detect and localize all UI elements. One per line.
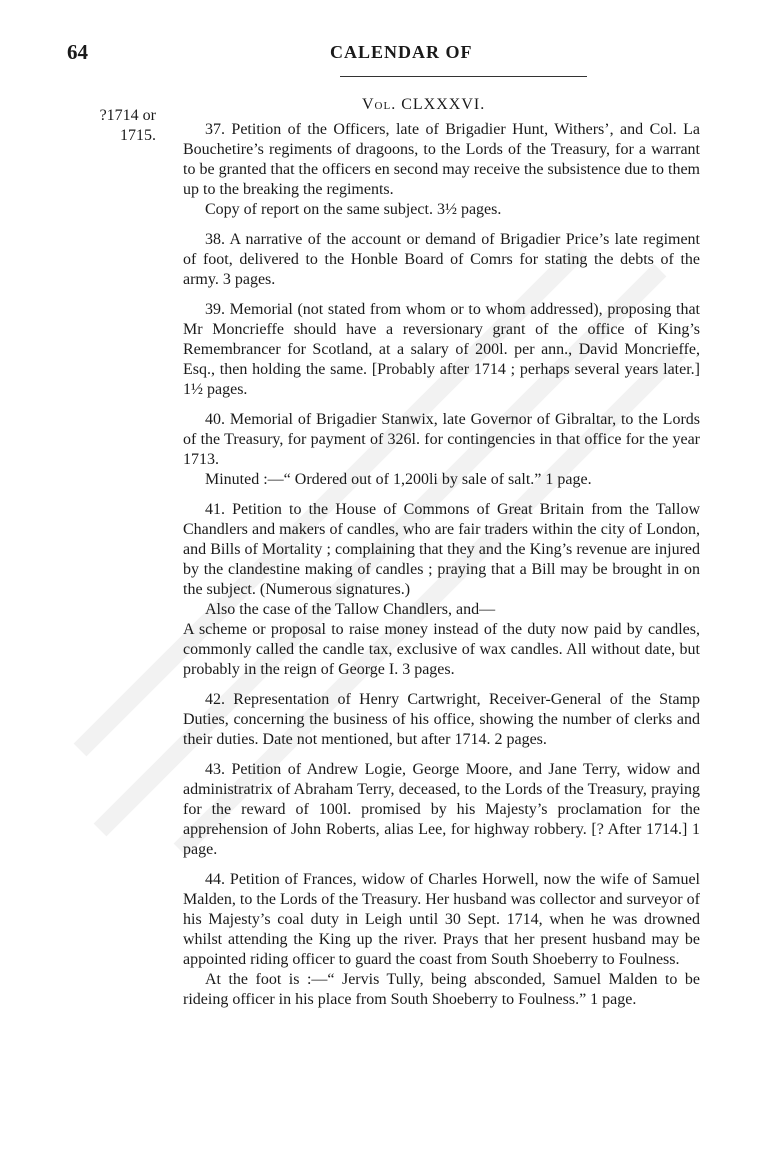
- margin-date-note: [66, 106, 156, 146]
- entry-paragraph: Copy of report on the same subject. 3½ pages.: [205, 201, 502, 218]
- page-header: [0, 40, 768, 70]
- entry-39: [183, 300, 700, 400]
- running-title: CALENDAR OF: [330, 42, 473, 62]
- entry-paragraph: At the foot is :—“ Jervis Tully, being absconded, Samuel Malden to be rideing officer in his place from South Shoeberry to Foulness.” 1 page.: [183, 971, 700, 1008]
- page-number: 64: [67, 40, 88, 64]
- volume-heading: Vol. CLXXXVI.: [362, 96, 486, 113]
- margin-date-line: 1715.: [120, 127, 156, 144]
- entry-paragraph: 42. Representation of Henry Cartwright, Receiver-General of the Stamp Duties, concerning the business of his office, showing the number of clerks and their duties. Date not mentioned, but after 1714. 2 pages.: [183, 691, 700, 748]
- entry-paragraph: A scheme or proposal to raise money instead of the duty now paid by candles, commonly called the candle tax, exclusive of wax candles. All without date, but probably in the reign of George I. 3 pages.: [183, 621, 700, 678]
- entry-paragraph: 43. Petition of Andrew Logie, George Moore, and Jane Terry, widow and administratrix of Abraham Terry, deceased, to the Lords of the Treasury, praying for the reward of 100l. promised by his Majesty’s proclamation for the apprehension of John Roberts, alias Lee, for highway robbery. [? After 1714.] 1 page.: [183, 761, 700, 858]
- entry-41: [183, 500, 700, 680]
- entry-paragraph: Also the case of the Tallow Chandlers, and—: [205, 601, 496, 618]
- margin-date-line: ?1714 or: [99, 107, 156, 124]
- entry-paragraph: 41. Petition to the House of Commons of Great Britain from the Tallow Chandlers and makers of candles, who are fair traders within the city of London, and Bills of Mortality ; complaining that they and the King’s revenue are injured by the clandestine making of candles ; praying that a Bill may be brought in on the subject. (Numerous signatures.): [183, 501, 700, 598]
- entry-40: [183, 410, 700, 490]
- entry-37: [183, 120, 700, 220]
- entry-44: [183, 870, 700, 1010]
- entry-paragraph: Minuted :—“ Ordered out of 1,200li by sale of salt.” 1 page.: [205, 471, 592, 488]
- calendar-entries: [183, 120, 700, 1020]
- header-rule: [340, 76, 587, 77]
- entry-paragraph: 38. A narrative of the account or demand of Brigadier Price’s late regiment of foot, delivered to the Honble Board of Comrs for stating the debts of the army. 3 pages.: [183, 231, 700, 288]
- entry-38: [183, 230, 700, 290]
- entry-paragraph: 39. Memorial (not stated from whom or to whom addressed), proposing that Mr Moncrieffe should have a reversionary grant of the office of King’s Remembrancer for Scotland, at a salary of 200l. per ann., David Moncrieffe, Esq., then holding the same. [Probably after 1714 ; perhaps several years later.] 1½ pages.: [183, 301, 700, 398]
- entry-43: [183, 760, 700, 860]
- entry-paragraph: 37. Petition of the Officers, late of Brigadier Hunt, Withers’, and Col. La Bouchetire’s regiments of dragoons, to the Lords of the Treasury, for a warrant to be granted that the officers en second may receive the subsistence due to them up to the breaking the regiments.: [183, 121, 700, 198]
- entry-paragraph: 40. Memorial of Brigadier Stanwix, late Governor of Gibraltar, to the Lords of the Treasury, for payment of 326l. for contingencies in that office for the year 1713.: [183, 411, 700, 468]
- entry-paragraph: 44. Petition of Frances, widow of Charles Horwell, now the wife of Samuel Malden, to the Lords of the Treasury. Her husband was collector and surveyor of his Majesty’s coal duty in Leigh until 30 Sept. 1714, when he was drowned whilst attending the King up the river. Prays that her present husband may be appointed riding officer to guard the coast from South Shoeberry to Foulness.: [183, 871, 700, 968]
- entry-42: [183, 690, 700, 750]
